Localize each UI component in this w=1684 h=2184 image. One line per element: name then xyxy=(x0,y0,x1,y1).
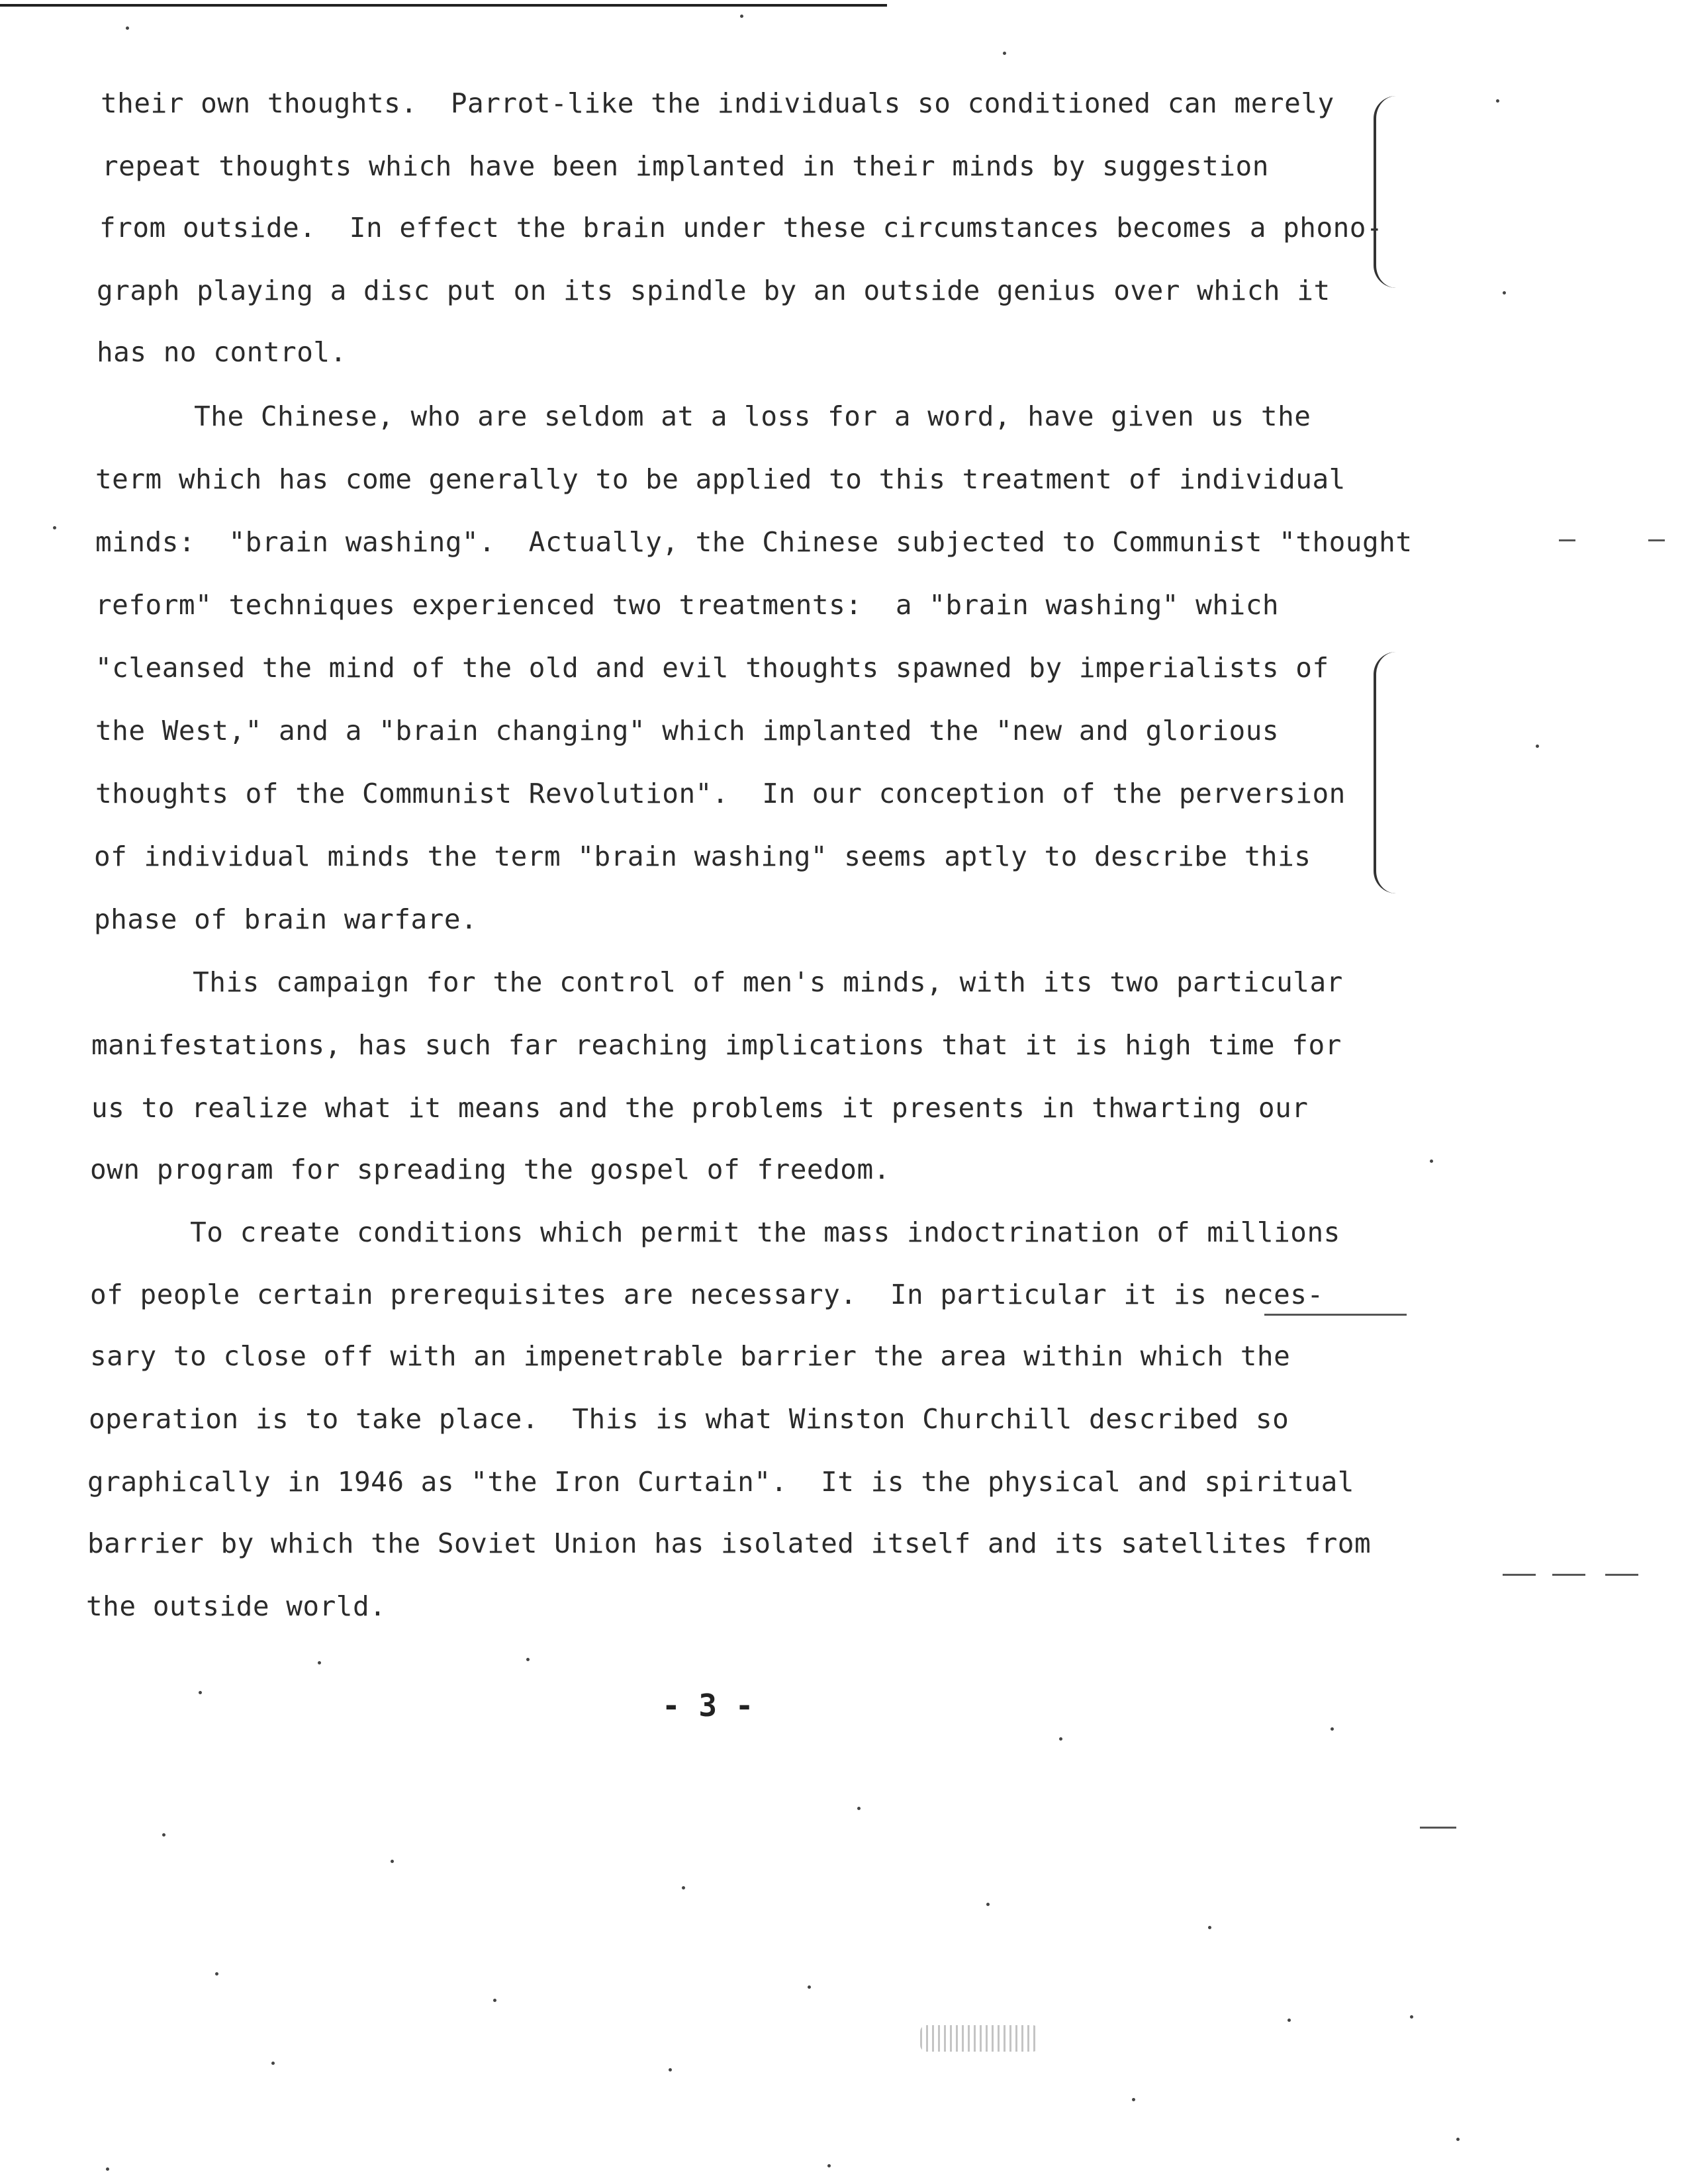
text-line: reform" techniques experienced two treatments: a "brain washing" which xyxy=(95,589,1280,621)
text-line: "cleansed the mind of the old and evil thoughts spawned by imperialists of xyxy=(95,652,1329,684)
scan-speck xyxy=(1208,1926,1211,1929)
scan-speck xyxy=(740,15,743,18)
text-line: phase of brain warfare. xyxy=(94,903,478,935)
scan-speck xyxy=(1496,99,1499,103)
scan-speck xyxy=(1430,1160,1433,1163)
text-line: of individual minds the term "brain washing" seems aptly to describe this xyxy=(94,841,1311,872)
text-line: thoughts of the Communist Revolution". In our conception of the perversion xyxy=(95,778,1346,809)
text-line: To create conditions which permit the mass indoctrination of millions xyxy=(90,1216,1340,1248)
scan-speck xyxy=(199,1691,202,1694)
scan-speck xyxy=(53,526,56,529)
text-line: manifestations, has such far reaching implications that it is high time for xyxy=(91,1029,1342,1061)
scan-speck xyxy=(808,1985,811,1989)
margin-dash-mark xyxy=(1503,1574,1536,1576)
text-line: sary to close off with an impenetrable barrier the area within which the xyxy=(90,1340,1291,1372)
text-line: term which has come generally to be applied to this treatment of individual xyxy=(95,463,1346,495)
text-line: own program for spreading the gospel of freedom. xyxy=(90,1154,890,1185)
text-line: repeat thoughts which have been implanted in their minds by suggestion xyxy=(102,150,1269,182)
text-line: has no control. xyxy=(97,336,347,368)
scan-smudge xyxy=(920,2025,1039,2052)
scan-speck xyxy=(1536,745,1539,748)
scan-speck xyxy=(1003,52,1006,55)
text-line: barrier by which the Soviet Union has isolated itself and its satellites from xyxy=(87,1527,1372,1559)
text-line: This campaign for the control of men's minds, with its two particular xyxy=(93,966,1343,998)
text-line: the West," and a "brain changing" which implanted the "new and glorious xyxy=(95,715,1280,747)
scan-speck xyxy=(857,1807,861,1810)
text-line: of people certain prerequisites are necessary. In particular it is neces- xyxy=(90,1279,1324,1310)
margin-dash-mark xyxy=(1420,1827,1456,1829)
scan-speck xyxy=(1410,2015,1413,2019)
scan-speck xyxy=(126,26,129,30)
text-line: The Chinese, who are seldom at a loss for a word, have given us the xyxy=(94,400,1311,432)
margin-dash-mark xyxy=(1264,1314,1407,1316)
scan-speck xyxy=(827,2164,831,2167)
margin-dash-mark xyxy=(1559,539,1575,541)
scan-speck xyxy=(271,2062,275,2065)
scan-speck xyxy=(318,1661,321,1664)
margin-bracket-mark xyxy=(1374,96,1396,288)
text-line: graph playing a disc put on its spindle by an outside genius over which it xyxy=(97,275,1331,306)
scan-speck xyxy=(1503,291,1506,295)
text-line: graphically in 1946 as "the Iron Curtain". It is the physical and spiritual xyxy=(87,1466,1354,1498)
margin-bracket-mark xyxy=(1374,652,1396,893)
scan-speck xyxy=(391,1860,394,1863)
scan-speck xyxy=(1287,2019,1291,2022)
scan-speck xyxy=(986,1903,990,1906)
scan-speck xyxy=(106,2167,109,2171)
scan-speck xyxy=(493,1999,496,2002)
scan-speck xyxy=(526,1658,530,1661)
text-line: operation is to take place. This is what Winston Churchill described so xyxy=(89,1403,1289,1435)
text-line: the outside world. xyxy=(86,1590,387,1622)
scan-speck xyxy=(162,1833,165,1837)
scan-speck xyxy=(1456,2138,1460,2141)
margin-dash-mark xyxy=(1552,1574,1585,1576)
text-line: their own thoughts. Parrot-like the individuals so conditioned can merely xyxy=(101,87,1334,119)
page-number: - 3 - xyxy=(662,1688,754,1723)
top-rule xyxy=(0,4,887,7)
scan-speck xyxy=(682,1886,685,1889)
scan-speck xyxy=(215,1972,218,1976)
margin-dash-mark xyxy=(1605,1574,1638,1576)
margin-dash-mark xyxy=(1648,539,1665,541)
scan-speck xyxy=(1132,2098,1135,2101)
text-line: us to realize what it means and the problems it presents in thwarting our xyxy=(91,1092,1309,1124)
text-line: from outside. In effect the brain under these circumstances becomes a phono- xyxy=(99,212,1383,244)
scan-speck xyxy=(669,2068,672,2071)
scan-speck xyxy=(1331,1727,1334,1731)
text-line: minds: "brain washing". Actually, the Chinese subjected to Communist "thought xyxy=(95,526,1413,558)
scan-speck xyxy=(1059,1737,1062,1741)
